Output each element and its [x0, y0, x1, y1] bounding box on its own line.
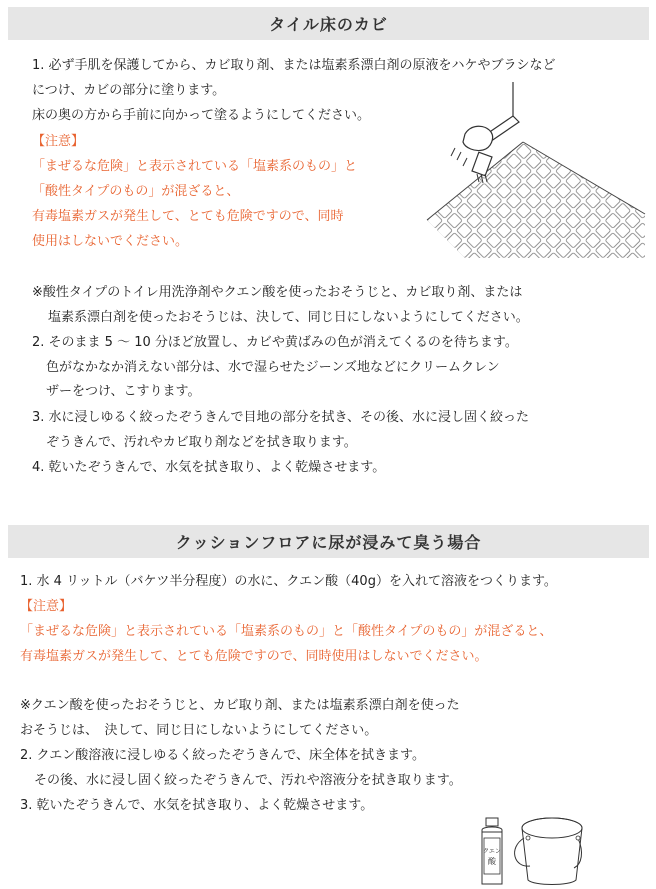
warning-line: 有毒塩素ガスが発生して、とても危険ですので、同時使用はしないでください。 — [20, 649, 488, 664]
warning-line: 「まぜるな危険」と表示されている「塩素系のもの」と「酸性タイプのもの」が混ざると、 — [20, 624, 553, 639]
step-3-line: ぞうきんで、汚れやカビ取り剤などを拭き取ります。 — [46, 435, 357, 450]
warning-heading: 【注意】 — [32, 134, 85, 149]
step-1-line: 1. 必ず手肌を保護してから、カビ取り剤、または塩素系漂白剤の原液をハケやブラシなど — [32, 58, 556, 73]
step-1-line: 床の奥の方から手前に向かって塗るようにしてください。 — [32, 108, 371, 123]
section-title: タイル床のカビ — [269, 15, 388, 34]
step-2-line: 2. クエン酸溶液に浸しゆるく絞ったぞうきんで、床全体を拭きます。 — [20, 748, 425, 763]
warning-line: 「酸性タイプのもの」が混ざると、 — [32, 184, 240, 199]
warning-line: 使用はしないでください。 — [32, 234, 189, 249]
step-4-line: 4. 乾いたぞうきんで、水気を拭き取り、よく乾燥させます。 — [32, 460, 386, 475]
bottle-label: クエン — [483, 848, 501, 855]
step-2-line: 色がなかなか消えない部分は、水で湿らせたジーンズ地などにクリームクレン — [46, 360, 500, 375]
note-line: ※酸性タイプのトイレ用洗浄剤やクエン酸を使ったおそうじと、カビ取り剤、または — [32, 285, 523, 300]
section-header-tile-mold — [8, 7, 649, 40]
note-line: 塩素系漂白剤を使ったおそうじは、決して、同じ日にしないようにしてください。 — [48, 310, 529, 325]
step-2-line: その後、水に浸し固く絞ったぞうきんで、汚れや溶液分を拭き取ります。 — [34, 773, 462, 788]
note-line: ※クエン酸を使ったおそうじと、カビ取り剤、または塩素系漂白剤を使った — [20, 698, 460, 713]
step-1-line: 1. 水 4 リットル（バケツ半分程度）の水に、クエン酸（40g）を入れて溶液をつくります。 — [20, 574, 557, 589]
citric-acid-bottle-bucket-illustration — [478, 808, 588, 888]
section-title: クッションフロアに尿が浸みて臭う場合 — [175, 533, 482, 552]
note-line: おそうじは、 決して、同じ日にしないようにしてください。 — [20, 723, 378, 738]
warning-line: 有毒塩素ガスが発生して、とても危険ですので、同時 — [32, 209, 344, 224]
tile-floor-brush-illustration — [405, 82, 651, 258]
step-3-line: 3. 水に浸しゆるく絞ったぞうきんで目地の部分を拭き、その後、水に浸し固く絞った — [32, 410, 530, 425]
step-1-line: につけ、カビの部分に塗ります。 — [32, 83, 226, 98]
warning-line: 「まぜるな危険」と表示されている「塩素系のもの」と — [32, 159, 358, 174]
step-2-line: ザーをつけ、こすります。 — [46, 384, 201, 399]
step-2-line: 2. そのまま 5 ～ 10 分ほど放置し、カビや黄ばみの色が消えてくるのを待ちます。 — [32, 335, 518, 350]
bottle-label: 酸 — [488, 857, 496, 866]
warning-heading: 【注意】 — [20, 599, 73, 614]
step-3-line: 3. 乾いたぞうきんで、水気を拭き取り、よく乾燥させます。 — [20, 798, 374, 813]
section-header-cushion-floor — [8, 525, 649, 558]
